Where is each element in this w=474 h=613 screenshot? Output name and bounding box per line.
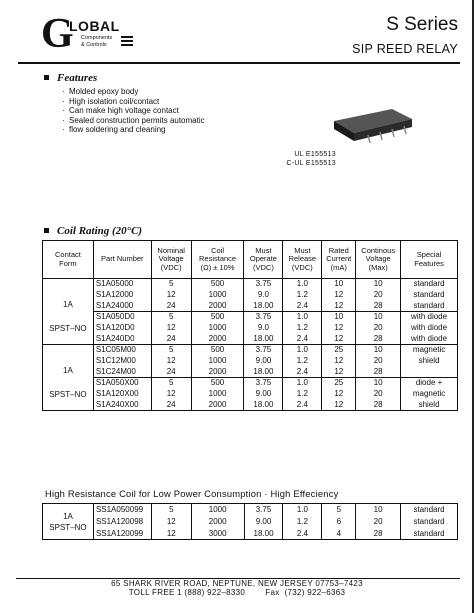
column-header-line: Features (414, 258, 444, 268)
column-header-line: Special (416, 250, 442, 260)
part-number-cell: S1A120X00 (93, 389, 151, 400)
table-cell: 12 (151, 389, 191, 400)
table-cell: shield (401, 356, 458, 367)
page-title: S Series (386, 14, 458, 35)
table-cell: 20 (356, 323, 401, 334)
high-resistance-title: High Resistance Coil for Low Power Consumption · High Effeciency (45, 488, 339, 499)
part-number-cell: S1A05000 (93, 279, 151, 290)
table-row (43, 323, 458, 334)
contact-form-line: SPST–NO (49, 389, 87, 399)
part-number-cell: S1A120D0 (93, 323, 151, 334)
table-cell: 28 (356, 301, 401, 312)
table-cell: 12 (322, 334, 356, 345)
table-cell: 25 (322, 345, 356, 356)
table-row (43, 504, 458, 516)
column-header-line: (VDC) (291, 262, 313, 272)
table-cell: 20 (356, 290, 401, 301)
table-cell: 1000 (191, 356, 244, 367)
column-header-line: Must (294, 246, 311, 256)
table-cell: 18.00 (244, 367, 283, 378)
table-row (43, 367, 458, 378)
logo-letter-g: G (41, 11, 72, 57)
table-cell: 12 (322, 301, 356, 312)
part-number-cell: S1A050D0 (93, 312, 151, 323)
contact-form-line: 1A (63, 299, 73, 309)
part-number-cell: S1C05M00 (93, 345, 151, 356)
footer-address: 65 SHARK RIVER ROAD, NEPTUNE, NEW JERSEY 07753–7423 (111, 579, 363, 588)
table-cell: 5 (151, 345, 191, 356)
table-cell: 10 (356, 378, 401, 389)
cul-cert: C-UL E155513 (286, 159, 336, 167)
table-cell: 1000 (191, 323, 244, 334)
table-cell: 4 (322, 528, 356, 540)
table-cell: 18.00 (244, 334, 283, 345)
table-cell: 5 (151, 504, 191, 516)
column-header-line: Resistance (199, 254, 237, 264)
table-cell (401, 367, 458, 378)
logo-bars-icon (121, 36, 133, 48)
table-cell: 500 (191, 312, 244, 323)
table-cell: 2.4 (283, 367, 322, 378)
table-cell: 2.4 (283, 301, 322, 312)
table-cell: 5 (322, 504, 356, 516)
contact-form-line: 1A (63, 365, 73, 375)
logo-word: LOBAL (69, 18, 120, 34)
part-number-cell: S1C12M00 (93, 356, 151, 367)
contact-form-line (43, 378, 93, 390)
column-header-line: Nominal (157, 246, 185, 256)
column-header-line: Form (59, 258, 77, 268)
table-cell: 10 (356, 279, 401, 290)
table-row (43, 400, 458, 411)
table-cell: 12 (322, 290, 356, 301)
table-cell: 3.75 (244, 312, 283, 323)
column-header-line: Part Number (101, 254, 144, 264)
table-cell: 500 (191, 345, 244, 356)
table-cell: 2.4 (283, 528, 322, 540)
contact-form-cell (43, 504, 94, 540)
features-heading (44, 72, 97, 84)
table-cell: 28 (356, 334, 401, 345)
table-cell: 10 (322, 312, 356, 323)
table-cell: 2.4 (283, 334, 322, 345)
table-cell: 1.0 (283, 312, 322, 323)
contact-form-line: SPST–NO (49, 522, 87, 532)
column-header (191, 241, 244, 279)
part-number-cell: SS1A120099 (93, 528, 151, 540)
table-cell: 2000 (191, 516, 244, 528)
table-cell: with diode (401, 312, 458, 323)
table-cell: 12 (322, 356, 356, 367)
table-cell: 12 (151, 516, 191, 528)
relay-product-image (330, 105, 420, 145)
contact-form-line: SPST–NO (49, 323, 87, 333)
table-row (43, 301, 458, 312)
table-row (43, 356, 458, 367)
coil-rating-heading (44, 225, 142, 237)
column-header-line: Must (255, 246, 272, 256)
table-cell: 3.75 (244, 345, 283, 356)
coil-rating-table (42, 240, 458, 411)
column-header-line: Coil (211, 246, 225, 256)
column-header-line: (mA) (330, 262, 347, 272)
table-cell: 12 (322, 367, 356, 378)
table-cell: 1.0 (283, 279, 322, 290)
part-number-cell: SS1A050099 (93, 504, 151, 516)
table-cell: 6 (322, 516, 356, 528)
column-header-line: Rated (328, 246, 349, 256)
table-cell: 12 (322, 323, 356, 334)
table-cell: 9.0 (244, 323, 283, 334)
table-cell: 9.00 (244, 516, 283, 528)
table-cell: 20 (356, 389, 401, 400)
table-cell: 12 (151, 528, 191, 540)
column-header-line: (Max) (368, 262, 388, 272)
feature-item: · Sealed construction permits automatic (62, 116, 205, 126)
table-cell: standard (401, 290, 458, 301)
ul-cert: UL E155513 (294, 151, 336, 158)
table-cell: 1.2 (283, 323, 322, 334)
column-header-line: Voltage (158, 254, 184, 264)
table-cell: standard (401, 504, 458, 516)
table-cell: 20 (356, 516, 401, 528)
table-cell: 12 (322, 400, 356, 411)
table-cell: 2000 (191, 367, 244, 378)
logo-subtitle-line2: & Controls (81, 42, 107, 48)
footer (0, 579, 474, 597)
table-cell: 1.0 (283, 378, 322, 389)
table-cell: with diode (401, 323, 458, 334)
table-cell: 3.75 (244, 504, 283, 516)
table-cell: standard (401, 301, 458, 312)
contact-form-line (43, 288, 93, 300)
contact-form-line (43, 312, 93, 324)
column-header-line: (VDC) (160, 262, 182, 272)
footer-phones: TOLL FREE 1 (888) 922–8330 Fax (732) 922–6363 (128, 588, 346, 597)
table-cell: 10 (356, 504, 401, 516)
part-number-cell: SS1A120098 (93, 516, 151, 528)
table-cell: 20 (356, 356, 401, 367)
part-number-cell: S1A12000 (93, 290, 151, 301)
table-cell: magnetic (401, 345, 458, 356)
column-header (43, 241, 94, 279)
table-cell: 5 (151, 312, 191, 323)
table-cell: 25 (322, 378, 356, 389)
certifications (286, 151, 336, 168)
table-cell: 1000 (191, 389, 244, 400)
table-cell: 9.00 (244, 389, 283, 400)
table-cell: shield (401, 400, 458, 411)
table-cell: 1000 (191, 290, 244, 301)
column-header (356, 241, 401, 279)
column-header-line: Release (288, 254, 317, 264)
table-cell: 24 (151, 367, 191, 378)
column-header (401, 241, 458, 279)
feature-item: · flow soldering and cleaning (62, 125, 205, 135)
part-number-cell: S1C24M00 (93, 367, 151, 378)
column-header (244, 241, 283, 279)
column-header (322, 241, 356, 279)
table-cell: 5 (151, 378, 191, 389)
square-bullet-icon (44, 75, 49, 80)
table-row (43, 389, 458, 400)
table-row (43, 516, 458, 528)
coil-rating-heading-label: Coil Rating (20°C) (57, 225, 143, 237)
table-cell: 10 (322, 279, 356, 290)
table-cell: 28 (356, 367, 401, 378)
table-cell: 1.2 (283, 356, 322, 367)
table-cell: 1.2 (283, 516, 322, 528)
column-header (93, 241, 151, 279)
high-resistance-table (42, 503, 458, 540)
table-cell: 9.00 (244, 356, 283, 367)
header-divider (18, 62, 460, 64)
column-header-line: Voltage (365, 254, 391, 264)
square-bullet-icon (44, 228, 49, 233)
table-cell: 2000 (191, 301, 244, 312)
column-header (283, 241, 322, 279)
feature-item: · Molded epoxy body (62, 87, 205, 97)
table-cell: 1.0 (283, 504, 322, 516)
table-row (43, 345, 458, 356)
table-row (43, 378, 458, 389)
column-header-line: Contact (55, 250, 81, 260)
table-cell: 3.75 (244, 378, 283, 389)
table-cell: 18.00 (244, 528, 283, 540)
table-row (43, 528, 458, 540)
company-logo (41, 11, 126, 57)
table-row (43, 279, 458, 290)
part-number-cell: S1A050X00 (93, 378, 151, 389)
table-cell: 12 (151, 290, 191, 301)
column-header-line: Current (326, 254, 352, 264)
table-cell: 10 (356, 312, 401, 323)
table-cell: 28 (356, 400, 401, 411)
table-cell: 1000 (191, 504, 244, 516)
table-cell: 12 (322, 389, 356, 400)
table-cell: 18.00 (244, 301, 283, 312)
page-subtitle: SIP REED RELAY (352, 42, 458, 56)
part-number-cell: S1A240X00 (93, 400, 151, 411)
table-row (43, 290, 458, 301)
features-list (62, 87, 205, 135)
table-cell: 3000 (191, 528, 244, 540)
column-header-line: (Ω) ± 10% (200, 262, 235, 272)
table-cell: 500 (191, 378, 244, 389)
table-cell: 24 (151, 334, 191, 345)
table-cell: 9.0 (244, 290, 283, 301)
table-cell: standard (401, 528, 458, 540)
feature-item: · High isolation coil/contact (62, 97, 205, 107)
feature-item: · Can make high voltage contact (62, 106, 205, 116)
table-cell: diode + (401, 378, 458, 389)
table-cell: 28 (356, 528, 401, 540)
table-cell: standard (401, 279, 458, 290)
contact-form-cell (43, 345, 94, 411)
table-cell: 2.4 (283, 400, 322, 411)
contact-form-cell (43, 279, 94, 345)
column-header-line: (VDC) (253, 262, 274, 272)
table-cell: 12 (151, 356, 191, 367)
table-cell: 5 (151, 279, 191, 290)
table-cell: 1.0 (283, 345, 322, 356)
table-cell: 24 (151, 400, 191, 411)
table-cell: 12 (151, 323, 191, 334)
table-cell: 10 (356, 345, 401, 356)
contact-form-line: 1A (63, 511, 73, 521)
table-cell: 3.75 (244, 279, 283, 290)
table-row (43, 312, 458, 323)
column-header (151, 241, 191, 279)
features-heading-label: Features (57, 72, 98, 84)
table-cell: 1.2 (283, 389, 322, 400)
table-cell: 500 (191, 279, 244, 290)
contact-form-line (43, 354, 93, 366)
table-cell: 1.2 (283, 290, 322, 301)
column-header-line: Operate (249, 254, 277, 264)
table-cell: with diode (401, 334, 458, 345)
part-number-cell: S1A24000 (93, 301, 151, 312)
table-cell: magnetic (401, 389, 458, 400)
table-cell: 24 (151, 301, 191, 312)
logo-subtitle-line1: Components (81, 35, 113, 41)
table-cell: standard (401, 516, 458, 528)
part-number-cell: S1A240D0 (93, 334, 151, 345)
column-header-line: Continous (361, 246, 396, 256)
table-cell: 2000 (191, 334, 244, 345)
table-cell: 2000 (191, 400, 244, 411)
table-cell: 18.00 (244, 400, 283, 411)
table-row (43, 334, 458, 345)
